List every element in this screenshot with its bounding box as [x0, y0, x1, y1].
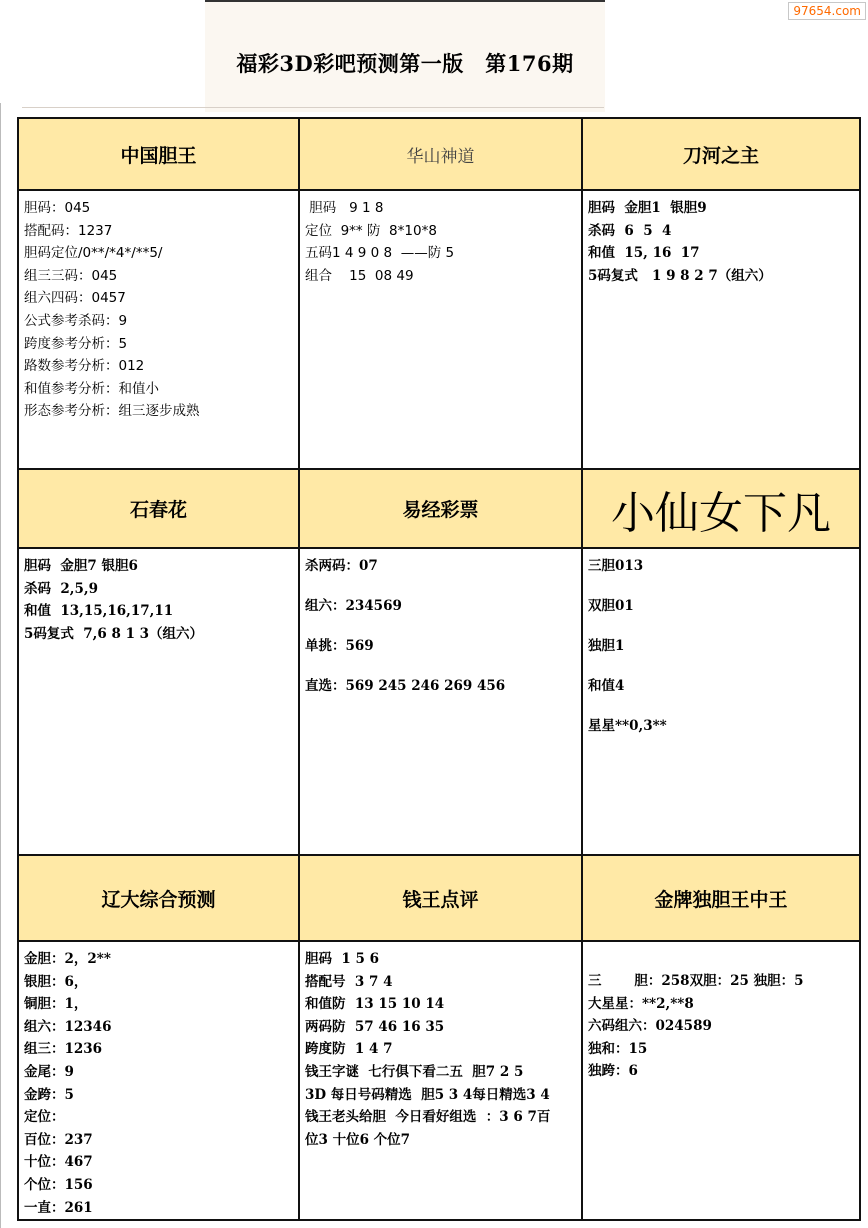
prediction-line: 三胆013: [588, 558, 644, 574]
section-body-zhongguo-danwang: [18, 190, 299, 469]
prediction-line: 和值防 13 15 10 14: [305, 996, 445, 1013]
prediction-line: 金跨：5: [24, 1086, 74, 1103]
prediction-line: 钱王老头给胆 今日看好组选 ：3 6 7百: [305, 1109, 551, 1126]
prediction-line: 独跨：6: [588, 1063, 638, 1080]
prediction-line: 六码组六：024589: [588, 1018, 712, 1035]
prediction-line: 星星**0,3**: [588, 718, 667, 734]
prediction-line: 独和：15: [588, 1040, 648, 1057]
prediction-line: 组六：234569: [305, 598, 402, 614]
site-watermark: 97654.com: [788, 2, 866, 20]
prediction-line: 胆码 1 5 6: [305, 951, 379, 967]
prediction-line: 跨度防 1 4 7: [305, 1041, 393, 1058]
section-body-yijing-caipiao: [299, 548, 582, 855]
prediction-line: 金尾：9: [24, 1063, 74, 1080]
section-body-jinpai-dudan: [582, 941, 860, 1220]
prediction-line: 和值 13,15,16,17,11: [24, 603, 174, 620]
prediction-line: 钱王字谜 七行俱下看二五 胆7 2 5: [305, 1063, 524, 1080]
prediction-line: 杀码 2,5,9: [24, 580, 98, 597]
prediction-line: 3D 每日号码精选 胆5 3 4每日精选3 4: [305, 1086, 550, 1103]
prediction-line: 组三三码：045: [24, 267, 118, 284]
section-body-qianwang-dianping: [299, 941, 582, 1220]
section-title-huashan-shendao: 华山神道: [299, 118, 582, 190]
prediction-line: 跨度参考分析：5: [24, 335, 128, 352]
prediction-line: 胆码：045: [24, 200, 91, 216]
banner-divider: [22, 107, 604, 108]
prediction-line: 铜胆：1，: [24, 996, 88, 1013]
section-body-shi-chunhua: [18, 548, 299, 855]
prediction-line: 百位：237: [24, 1131, 93, 1148]
prediction-line: 和值参考分析：和值小: [24, 380, 159, 397]
page-edge-line: [0, 103, 1, 1228]
prediction-line: 胆码定位/0**/*4*/**5/: [24, 245, 163, 262]
prediction-line: 杀两码：07: [305, 558, 378, 574]
prediction-line: 杀码 6 5 4: [588, 222, 672, 239]
prediction-line: 单挑：569: [305, 638, 374, 654]
prediction-line: 五码1 4 9 0 8 ——防 5: [305, 245, 455, 262]
prediction-line: 5码复式 1 9 8 2 7（组六）: [588, 267, 772, 284]
prediction-line: 形态参考分析：组三逐步成熟: [24, 403, 200, 420]
prediction-line: 独胆1: [588, 638, 625, 654]
page-title: 福彩3D彩吧预测第一版 第176期: [236, 51, 574, 76]
section-body-daohe-zhizhu: [582, 190, 860, 469]
prediction-line: 组六四码：0457: [24, 290, 126, 307]
prediction-line: 和值 15, 16 17: [588, 245, 700, 262]
section-title-yijing-caipiao: 易经彩票: [299, 469, 582, 548]
prediction-line: 十位：467: [24, 1154, 93, 1171]
section-title-xiaoxiannv-xiafan: 小仙女下凡: [582, 469, 860, 548]
prediction-line: 定位：: [24, 1109, 65, 1126]
prediction-grid: [17, 117, 861, 1221]
prediction-line: 5码复式 7,6 8 1 3（组六）: [24, 625, 204, 642]
prediction-line: 胆码 金胆1 银胆9: [588, 200, 707, 216]
prediction-line: 三 胆：258双胆：25 独胆：5: [588, 973, 804, 989]
prediction-line: 银胆：6，: [24, 973, 88, 990]
prediction-line: 大星星：**2,**8: [588, 995, 694, 1012]
prediction-line: 组六：12346: [24, 1018, 112, 1035]
prediction-line: 两码防 57 46 16 35: [305, 1018, 445, 1035]
prediction-line: 胆码 金胆7 银胆6: [24, 558, 138, 574]
prediction-line: 金胆：2，2**: [24, 951, 111, 967]
section-title-zhongguo-danwang: 中国胆王: [18, 118, 299, 190]
section-body-xiaoxiannv-xiafan: [582, 548, 860, 855]
section-title-liaoda-zonghe: 辽大综合预测: [18, 855, 299, 941]
prediction-line: 个位：156: [24, 1176, 93, 1193]
prediction-line: 组三：1236: [24, 1041, 103, 1058]
prediction-line: 直选：569 245 246 269 456: [305, 678, 506, 694]
prediction-line: 位3 十位6 个位7: [305, 1131, 411, 1148]
prediction-line: 胆码 9 1 8: [305, 200, 384, 216]
section-body-liaoda-zonghe: [18, 941, 299, 1220]
prediction-line: 搭配号 3 7 4: [305, 973, 393, 990]
section-title-jinpai-dudan: 金牌独胆王中王: [582, 855, 860, 941]
section-title-daohe-zhizhu: 刀河之主: [582, 118, 860, 190]
prediction-line: 公式参考杀码：9: [24, 312, 128, 329]
prediction-line: 定位 9** 防 8*10*8: [305, 222, 437, 239]
prediction-line: 一直：261: [24, 1199, 93, 1216]
prediction-line: 双胆01: [588, 598, 634, 614]
prediction-line: 和值4: [588, 678, 625, 694]
prediction-line: 路数参考分析：012: [24, 358, 145, 375]
section-title-qianwang-dianping: 钱王点评: [299, 855, 582, 941]
prediction-line: 搭配码：1237: [24, 222, 113, 239]
section-title-shi-chunhua: 石春花: [18, 469, 299, 548]
section-body-huashan-shendao: [299, 190, 582, 469]
prediction-line: 组合 15 08 49: [305, 267, 414, 284]
